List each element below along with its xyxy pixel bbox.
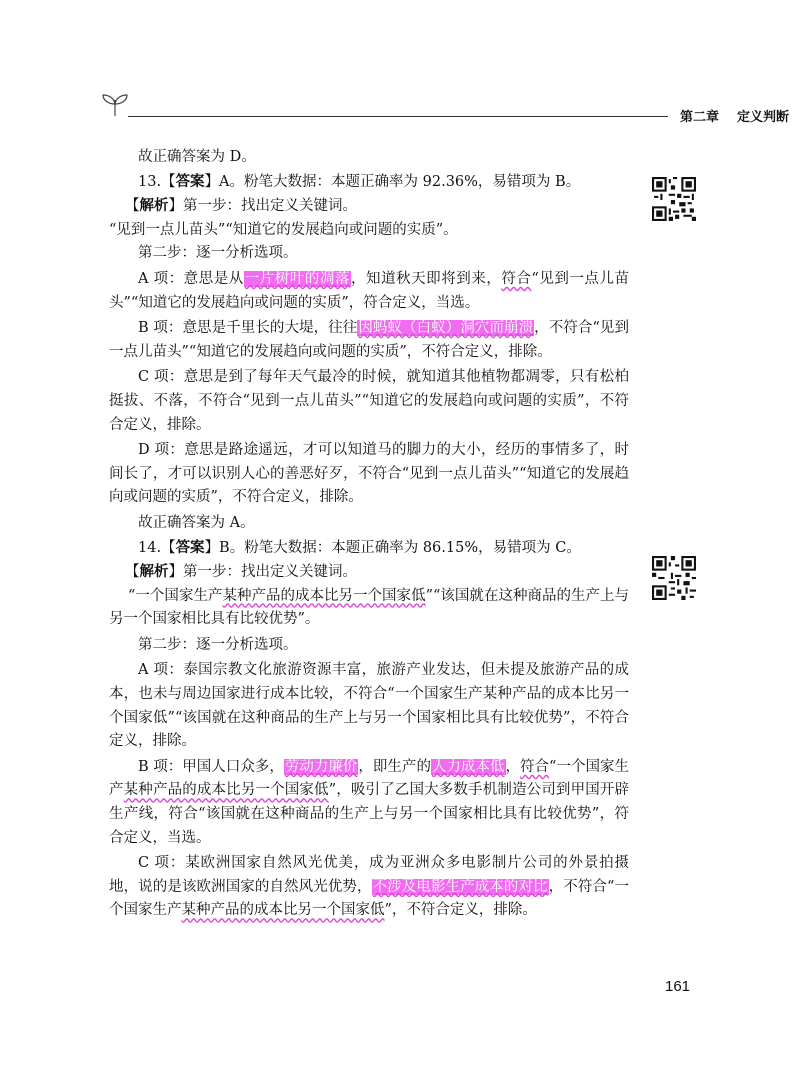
page-number: 161 bbox=[665, 978, 691, 995]
paragraph: 故正确答案为 D。 bbox=[138, 149, 256, 165]
wavy-underline: 某种产品的成本比另一个国家低 bbox=[222, 587, 426, 604]
paragraph: 第二步：逐一分析选项。 bbox=[138, 636, 298, 653]
paragraph: “见到一点儿苗头”“知道它的发展趋向或问题的实质”。 bbox=[109, 221, 458, 238]
answer-line: 13.【答案】A。粉笔大数据：本题正确率为 92.36%，易错项为 B。 bbox=[138, 172, 581, 190]
option-d: D 项：意思是路途遥远，才可以知道马的脚力的大小，经历的事情多了，时间长了，才可以识别人心的善恶好歹，不符合“见到一点儿苗头”“知道它的发展趋向或问题的实质”，不符合定义，排除。 bbox=[109, 442, 629, 506]
wavy-underline: 某种产品的成本比另一个国家低 bbox=[181, 902, 385, 919]
option-c: C 项：某欧洲国家自然风光优美，成为亚洲众多电影制片公司的外景拍摄地，说的是该欧洲国家的自然风光优势，不涉及电影生产成本的对比，不符合“一个国家生产某种产品的成本比另一个国家低”，不符合定义，排除。 bbox=[109, 855, 630, 919]
option-b: B 项：意思是千里长的大堤，往往因蚂蚁（白蚁）洞穴而崩溃，不符合“见到一点儿苗头”“知道它的发展趋向或问题的实质”，不符合定义，排除。 bbox=[109, 320, 630, 360]
option-c: C 项：意思是到了每年天气最冷的时候，就知道其他植物都凋零，只有松柏挺拔、不落，不符合“见到一点儿苗头”“知道它的发展趋向或问题的实质”，不符合定义，排除。 bbox=[109, 369, 629, 433]
wavy-underline: 某种产品的成本比另一个国家低 bbox=[123, 782, 329, 799]
page-header bbox=[100, 92, 790, 128]
highlight: 因蚂蚁（白蚁）洞穴而崩溃 bbox=[358, 320, 534, 337]
wavy-underline: 符合 bbox=[520, 758, 550, 775]
option-a: A 项：泰国宗教文化旅游资源丰富，旅游产业发达，但未提及旅游产品的成本，也未与周边国家进行成本比较，不符合“一个国家生产某种产品的成本比另一个国家低”“该国就在这种商品的生产上与另一个国家相比具有比较优势”，不符合定义，排除。 bbox=[109, 662, 629, 750]
qr-code-icon[interactable] bbox=[652, 556, 696, 600]
option-b: B 项：甲国人口众多，劳动力廉价，即生产的人力成本低，符合“一个国家生产某种产品的成本比另一个国家低”，吸引了乙国大多数手机制造公司到甲国开辟生产线，符合“该国就在这种商品的生产上与另一个国家相比具有比较优势”，符合定义，当选。 bbox=[109, 758, 630, 846]
analysis-line: 【解析】第一步：找出定义关键词。 bbox=[125, 197, 357, 215]
chapter-title bbox=[680, 106, 800, 125]
highlight: 不涉及电影生产成本的对比 bbox=[372, 878, 548, 895]
leaf-icon bbox=[100, 92, 130, 118]
paragraph: 故正确答案为 A。 bbox=[138, 514, 255, 531]
highlight: 劳动力廉价 bbox=[284, 758, 358, 775]
header-rule bbox=[128, 116, 668, 117]
wavy-underline: 符合 bbox=[501, 270, 532, 287]
highlight: 一片树叶的凋落 bbox=[244, 270, 351, 287]
chapter-number: 第二章 bbox=[680, 110, 720, 125]
qr-code-icon[interactable] bbox=[652, 177, 696, 221]
page-content bbox=[109, 146, 629, 923]
chapter-name: 定义判断 bbox=[737, 110, 790, 125]
answer-line: 14.【答案】B。粉笔大数据：本题正确率为 86.15%，易错项为 C。 bbox=[138, 538, 581, 556]
paragraph: 第二步：逐一分析选项。 bbox=[138, 245, 298, 262]
highlight: 人力成本低 bbox=[431, 758, 505, 775]
analysis-line: 【解析】第一步：找出定义关键词。 bbox=[125, 563, 357, 581]
paragraph: “一个国家生产某种产品的成本比另一个国家低”“该国就在这种商品的生产上与另一个国家相比具有比较优势”。 bbox=[109, 587, 629, 628]
option-a: A 项：意思是从一片树叶的凋落，知道秋天即将到来，符合“见到一点儿苗头”“知道它的发展趋向或问题的实质”，符合定义，当选。 bbox=[109, 270, 629, 311]
